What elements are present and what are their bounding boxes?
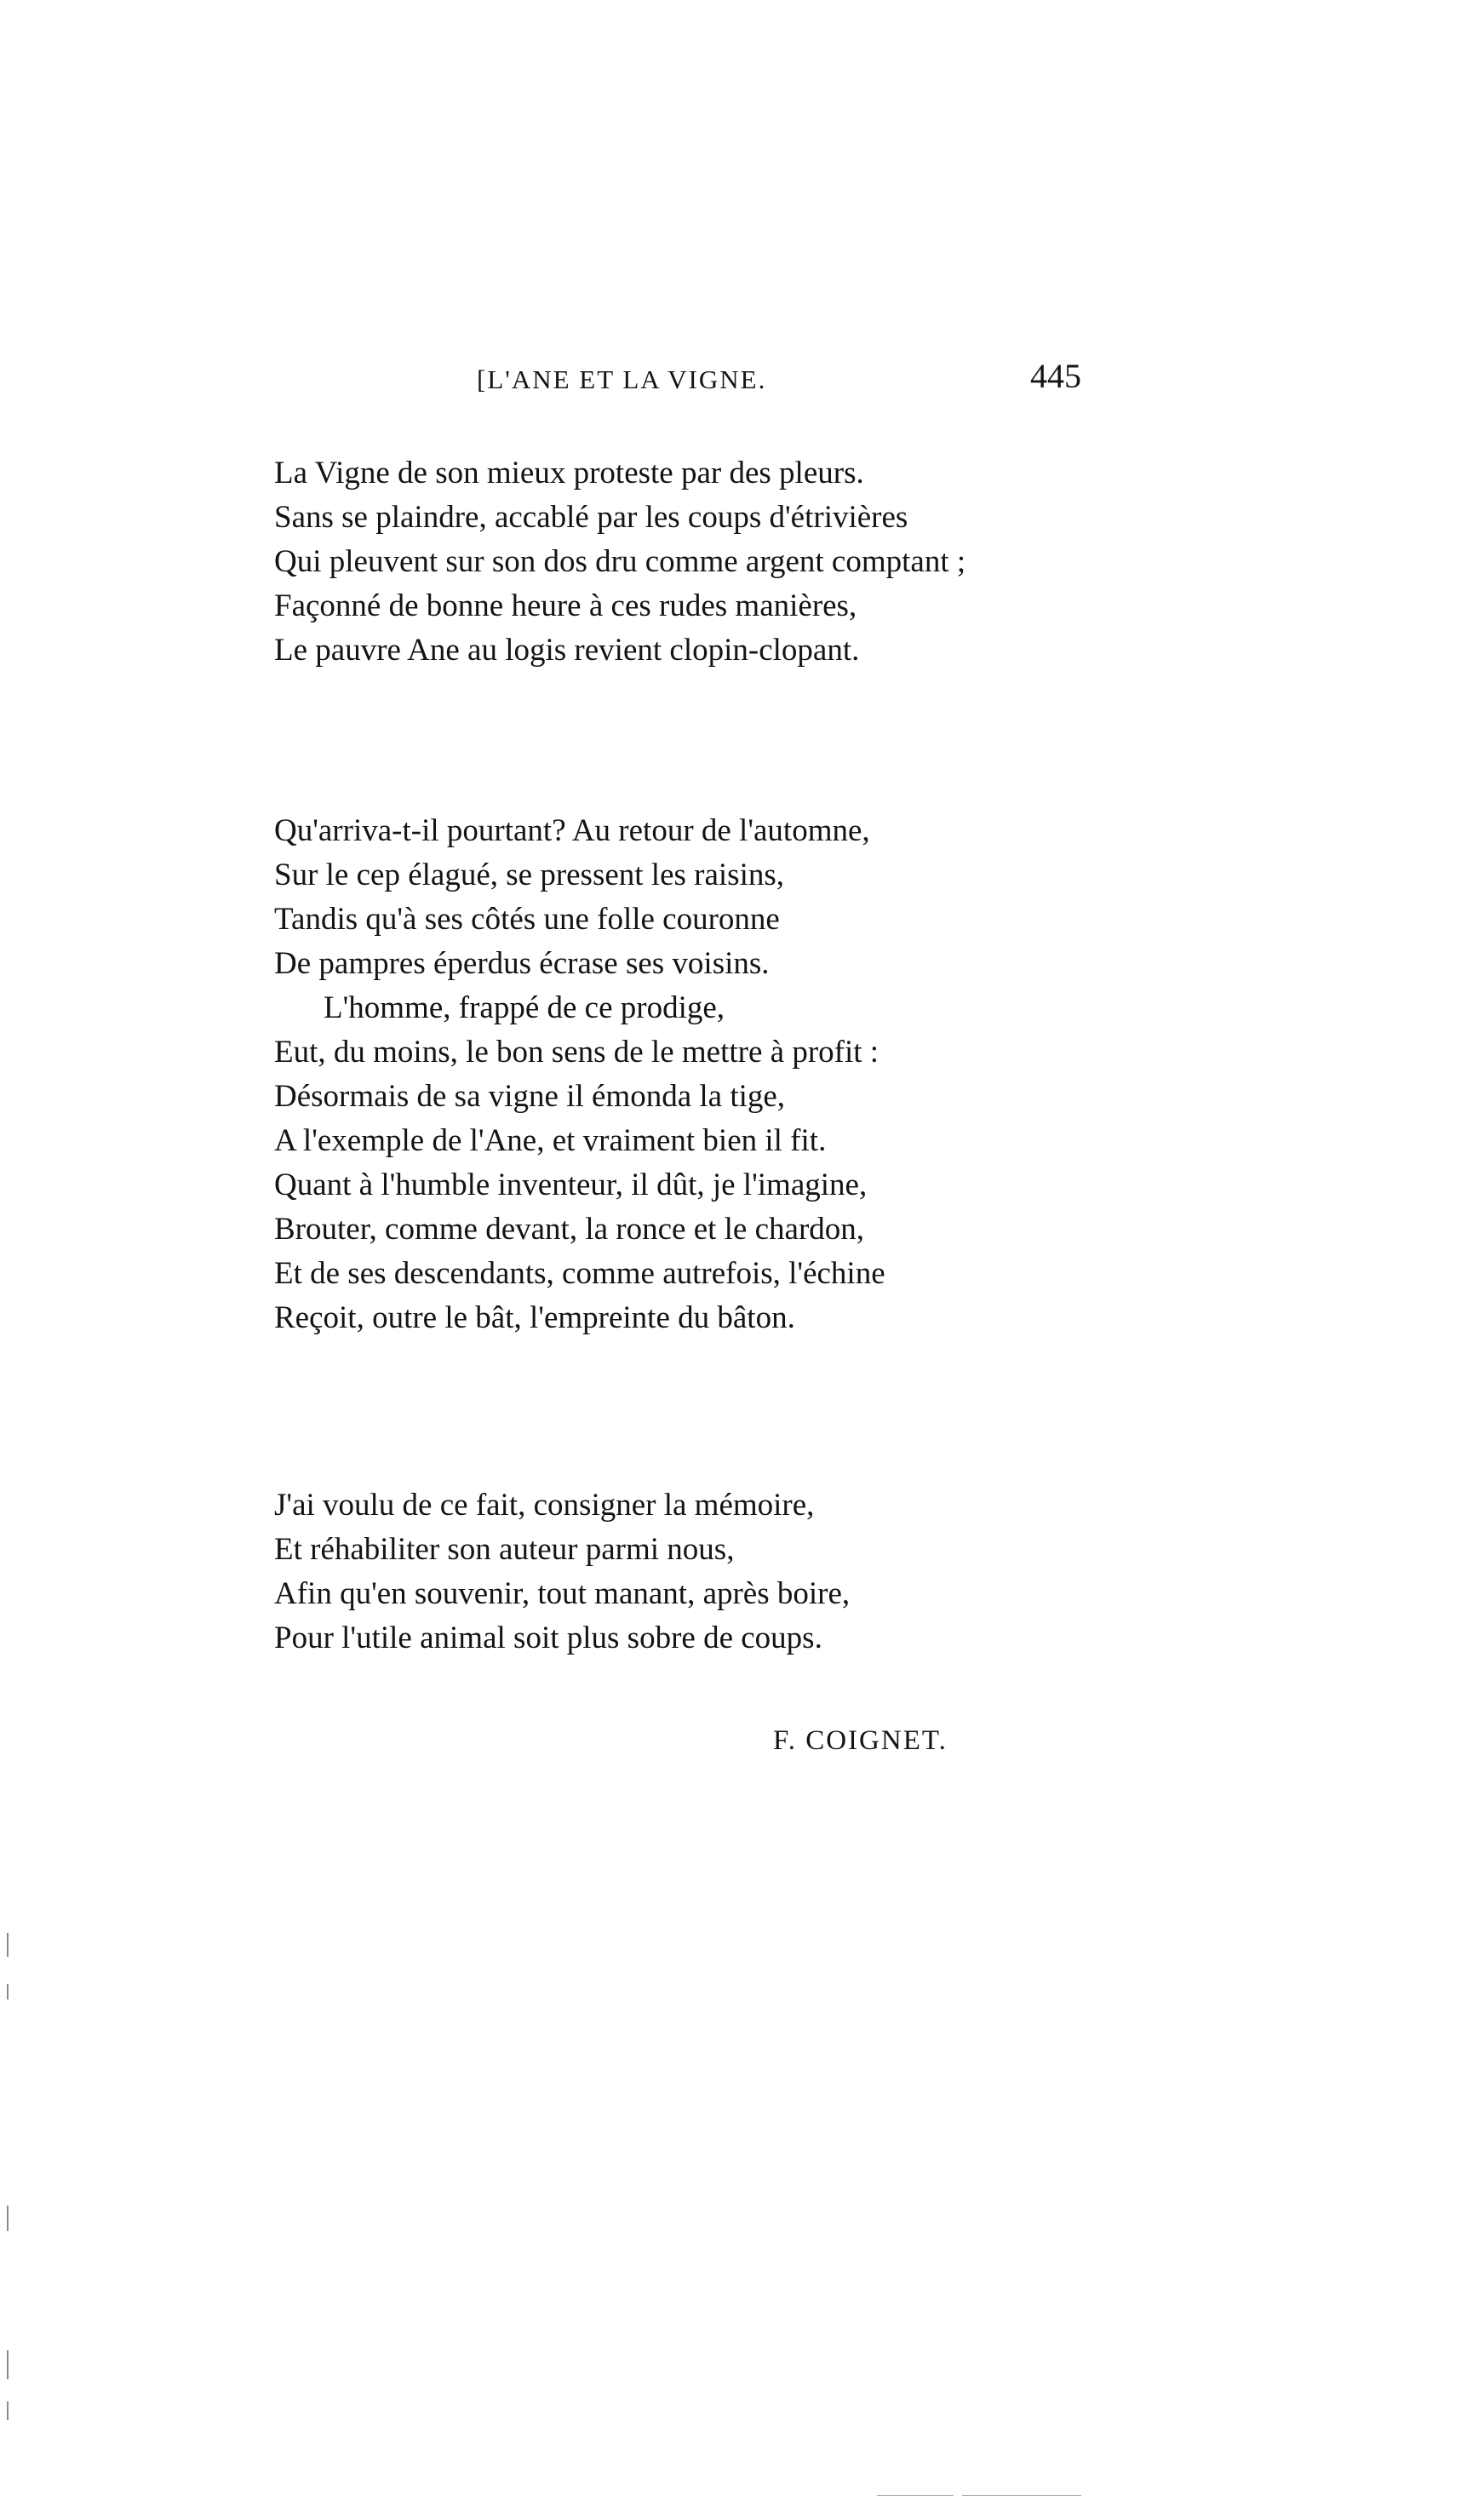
verse-line: Afin qu'en souvenir, tout manant, après boire, [274,1576,851,1611]
verse-line: Quant à l'humble inventeur, il dût, je l'imagine, [274,1167,868,1202]
stanza-2 [274,809,885,1340]
verse-line: Tandis qu'à ses côtés une folle couronne [274,902,780,937]
verse-line: J'ai voulu de ce fait, consigner la mémoire, [274,1488,815,1523]
verse-line: Pour l'utile animal soit plus sobre de coups. [274,1621,822,1655]
verse-line: Désormais de sa vigne il émonda la tige, [274,1079,786,1114]
scan-mark [7,1984,9,1999]
verse-line: Et réhabiliter son auteur parmi nous, [274,1532,735,1567]
verse-line: Qu'arriva-t-il pourtant? Au retour de l'automne, [274,813,870,848]
verse-line: Eut, du moins, le bon sens de le mettre à profit : [274,1035,880,1070]
stanza-3 [274,1483,850,1661]
verse-line: Sur le cep élagué, se pressent les raisins, [274,858,785,892]
author-signature: F. COIGNET. [773,1725,948,1756]
scan-mark [7,2401,9,2420]
verse-line: A l'exemple de l'Ane, et vraiment bien il fit. [274,1123,827,1158]
page-number: 445 [1030,357,1081,395]
verse-line: Brouter, comme devant, la ronce et le chardon, [274,1212,865,1247]
running-title: [L'ANE ET LA VIGNE. [477,364,767,394]
scan-mark [962,2495,1081,2496]
scan-mark [7,2206,9,2231]
verse-line: Sans se plaindre, accablé par les coups d'étrivières [274,500,908,535]
verse-line: De pampres éperdus écrase ses voisins. [274,946,770,981]
scan-mark [877,2495,954,2496]
scan-mark [7,1933,9,1957]
verse-line: Reçoit, outre le bât, l'empreinte du bâton. [274,1300,795,1335]
verse-line: Et de ses descendants, comme autrefois, l'échine [274,1256,885,1291]
scan-mark [7,2350,9,2379]
verse-line: Façonné de bonne heure à ces rudes manières, [274,588,857,623]
stanza-1 [274,451,965,673]
verse-line-indented: L'homme, frappé de ce prodige, [324,990,725,1025]
verse-line: Qui pleuvent sur son dos dru comme argent comptant ; [274,544,966,579]
verse-line: La Vigne de son mieux proteste par des pleurs. [274,456,864,490]
verse-line: Le pauvre Ane au logis revient clopin-clopant. [274,633,860,668]
